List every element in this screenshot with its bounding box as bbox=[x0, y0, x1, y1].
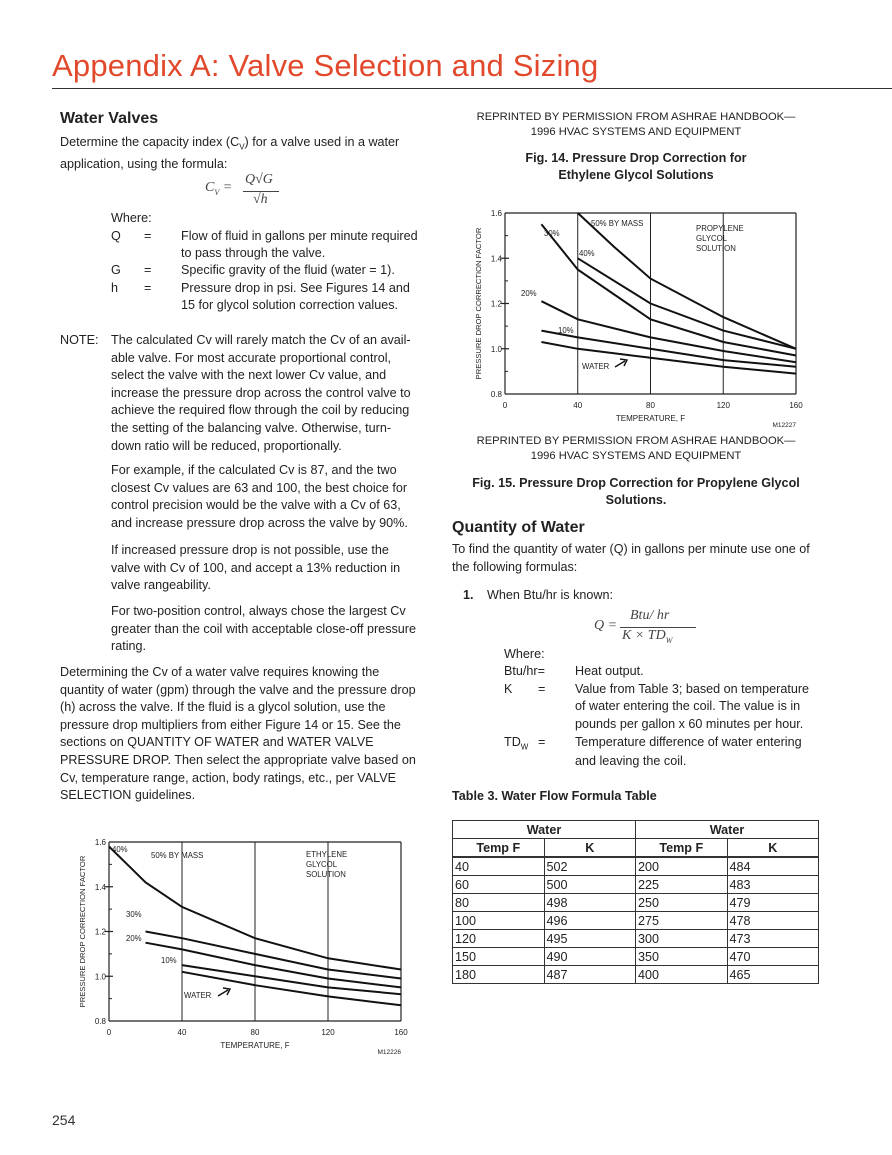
table-col-header: K bbox=[727, 839, 819, 858]
table-row bbox=[453, 857, 819, 876]
x-tick-label: 0 bbox=[106, 1028, 112, 1037]
formula-lhs: Q bbox=[594, 618, 605, 633]
note-line: valve rangeability. bbox=[111, 578, 211, 593]
water-arrow-icon bbox=[615, 359, 627, 367]
table-cell: 80 bbox=[453, 894, 545, 912]
series-label: 20% bbox=[521, 289, 537, 298]
closing-line: Cv, temperature range, action, body ratings, etc., per VALVE bbox=[60, 770, 397, 785]
table-cell: 479 bbox=[727, 894, 819, 912]
def-g-eq: = bbox=[144, 263, 152, 277]
table-col-header: Temp F bbox=[636, 839, 728, 858]
figure-code: M12227 bbox=[772, 422, 796, 429]
reprint-notice-2 bbox=[452, 434, 820, 464]
item-1-number: 1. bbox=[463, 588, 474, 602]
closing-line: quantity of water (gpm) through the valve and the pressure drop bbox=[60, 682, 416, 697]
chart-legend-line: PROPYLENE bbox=[696, 224, 744, 233]
note-line: down ratio will be reduced, proportionally. bbox=[111, 438, 342, 453]
table-row bbox=[453, 912, 819, 930]
series-label: 10% bbox=[558, 326, 574, 335]
note-line: and increase pressure drop across the valve by 90%. bbox=[111, 515, 408, 530]
note-line: increase the pressure drop across the control valve to bbox=[111, 385, 411, 400]
series-line bbox=[541, 342, 796, 374]
table-cell: 470 bbox=[727, 948, 819, 966]
chart-legend-line: SOLUTION bbox=[306, 870, 346, 879]
table-cell: 465 bbox=[727, 966, 819, 984]
def-tdw-line2: and leaving the coil. bbox=[575, 754, 687, 768]
def-h-eq: = bbox=[144, 281, 152, 295]
note-line: The calculated Cv will rarely match the Cv of an avail- bbox=[111, 333, 411, 347]
figure-code: M12226 bbox=[377, 1049, 401, 1056]
ethylene-glycol-chart bbox=[72, 832, 417, 1062]
table-row bbox=[453, 876, 819, 894]
note-line: For example, if the calculated Cv is 87, and the two bbox=[111, 463, 397, 477]
formula-denominator: √h bbox=[253, 192, 268, 207]
x-tick-label: 40 bbox=[573, 401, 583, 410]
x-tick-label: 160 bbox=[789, 401, 803, 410]
caption-line: Solutions. bbox=[605, 493, 667, 507]
series-line bbox=[541, 224, 796, 355]
reprint-notice-1 bbox=[452, 110, 820, 140]
table-cell: 60 bbox=[453, 876, 545, 894]
table-cell: 150 bbox=[453, 948, 545, 966]
note-line: achieve the required flow through the coil by reducing bbox=[111, 403, 410, 418]
series-label: 40% bbox=[579, 249, 595, 258]
closing-paragraph bbox=[60, 664, 440, 805]
chart-legend-line: ETHYLENE bbox=[306, 850, 348, 859]
y-tick-label: 1.0 bbox=[94, 972, 106, 982]
formula-numerator: Btu/ hr bbox=[630, 608, 670, 623]
cv-formula: $C_V$ = Q√G √h bbox=[205, 172, 285, 212]
x-axis-title: TEMPERATURE, F bbox=[615, 414, 686, 423]
y-tick-label: 1.4 bbox=[490, 254, 502, 264]
note-line: the setting of the balancing valve. Otherwise, turn- bbox=[111, 420, 392, 435]
table-cell: 180 bbox=[453, 966, 545, 984]
def-q-line1: Flow of fluid in gallons per minute required bbox=[181, 229, 418, 243]
x-tick-label: 40 bbox=[177, 1028, 187, 1037]
table-row bbox=[453, 948, 819, 966]
series-label: 30% bbox=[544, 229, 560, 238]
table-cell: 225 bbox=[636, 876, 728, 894]
y-tick-label: 1.4 bbox=[94, 882, 106, 892]
note-line: For two-position control, always chose the largest Cv bbox=[111, 604, 406, 618]
def-q-line2: to pass through the valve. bbox=[181, 246, 326, 260]
table-cell: 498 bbox=[544, 894, 636, 912]
reprint-line: REPRINTED BY PERMISSION FROM ASHRAE HANDBOOK— bbox=[476, 111, 796, 123]
x-tick-label: 80 bbox=[646, 401, 655, 410]
table-cell: 120 bbox=[453, 930, 545, 948]
x-tick-label: 0 bbox=[502, 401, 508, 410]
closing-line: sections on QUANTITY OF WATER and WATER VALVE bbox=[60, 735, 374, 750]
closing-line: SELECTION guidelines. bbox=[60, 788, 196, 803]
fig14-caption bbox=[452, 150, 820, 184]
intro-text: Determine the capacity index (C bbox=[60, 135, 240, 149]
note-label: NOTE: bbox=[60, 333, 99, 347]
water-valves-heading: Water Valves bbox=[60, 110, 159, 127]
closing-line: pressure drop multipliers from either Figure 14 or 15. See the bbox=[60, 717, 401, 732]
formula-numerator: Q√G bbox=[245, 172, 273, 187]
y-tick-label: 1.6 bbox=[490, 209, 502, 218]
def-tdw-symbol: $TD_W$ bbox=[504, 735, 529, 752]
table-cell: 350 bbox=[636, 948, 728, 966]
table-cell: 40 bbox=[453, 857, 545, 876]
note-line: If increased pressure drop is not possible, use the bbox=[111, 543, 389, 557]
y-axis-title: PRESSURE DROP CORRECTION FACTOR bbox=[474, 227, 483, 380]
formula-den-sub: W bbox=[665, 635, 673, 645]
table-cell: 275 bbox=[636, 912, 728, 930]
def-h-line1: Pressure drop in psi. See Figures 14 and bbox=[181, 281, 410, 295]
intro-text-3: application, using the formula: bbox=[60, 157, 228, 172]
y-tick-label: 1.0 bbox=[490, 344, 502, 354]
y-tick-label: 0.8 bbox=[490, 390, 502, 399]
table-cell: 483 bbox=[727, 876, 819, 894]
def-tdw-eq: = bbox=[538, 735, 546, 749]
chart-legend-line: GLYCOL bbox=[696, 234, 728, 243]
series-label: 30% bbox=[126, 910, 142, 919]
fig15-caption bbox=[452, 475, 820, 509]
y-tick-label: 1.2 bbox=[490, 299, 502, 309]
caption-line: Ethylene Glycol Solutions bbox=[558, 168, 714, 182]
def-g-symbol: G bbox=[111, 263, 121, 277]
def-g-line1: Specific gravity of the fluid (water = 1). bbox=[181, 263, 395, 277]
closing-line: (h) across the valve. If the fluid is a glycol solution, use the bbox=[60, 700, 386, 715]
page-title: Appendix A: Valve Selection and Sizing bbox=[52, 48, 599, 83]
table-cell: 250 bbox=[636, 894, 728, 912]
note-paragraph-3 bbox=[111, 542, 431, 595]
table-cell: 496 bbox=[544, 912, 636, 930]
water-valves-intro bbox=[60, 134, 440, 174]
note-line: able valve. For most accurate proportional control, bbox=[111, 350, 391, 365]
table-cell: 502 bbox=[544, 857, 636, 876]
table-cell: 490 bbox=[544, 948, 636, 966]
table-group-header: Water bbox=[453, 821, 636, 839]
series-line bbox=[182, 972, 401, 1006]
reprint-line: REPRINTED BY PERMISSION FROM ASHRAE HANDBOOK— bbox=[476, 435, 796, 447]
def-btu-symbol: Btu/hr= bbox=[504, 664, 545, 678]
caption-line: Fig. 15. Pressure Drop Correction for Propylene Glycol bbox=[472, 476, 800, 490]
y-tick-label: 1.2 bbox=[94, 927, 106, 937]
quantity-of-water-heading: Quantity of Water bbox=[452, 519, 585, 536]
closing-line: Determining the Cv of a water valve requires knowing the bbox=[60, 665, 380, 679]
table-header-row bbox=[453, 839, 819, 858]
water-arrow-icon bbox=[218, 988, 230, 996]
series-label: WATER bbox=[582, 362, 610, 371]
closing-line: PRESSURE DROP. Then select the appropriate valve based on bbox=[60, 752, 416, 767]
note-line: closest Cv values are 63 and 100, the best choice for bbox=[111, 480, 408, 495]
note-line: control precision would be the valve with a Cv of 63, bbox=[111, 498, 401, 513]
reprint-line: 1996 HVAC SYSTEMS AND EQUIPMENT bbox=[530, 450, 742, 462]
note-line: select the valve with the next lower Cv value, and bbox=[111, 368, 387, 383]
q-formula: Q = Btu/ hr $K \times TD_W$ bbox=[594, 608, 704, 652]
series-label: WATER bbox=[184, 991, 212, 1000]
table-cell: 487 bbox=[544, 966, 636, 984]
y-tick-label: 0.8 bbox=[94, 1017, 106, 1026]
def-tdw-line1: Temperature difference of water entering bbox=[575, 735, 802, 749]
table-cell: 200 bbox=[636, 857, 728, 876]
note-line: greater than the coil with acceptable close-off pressure bbox=[111, 621, 416, 636]
x-tick-label: 80 bbox=[250, 1028, 260, 1037]
formula-lhs-sub: V bbox=[214, 187, 220, 197]
note-paragraph-2 bbox=[111, 462, 431, 532]
table-cell: 478 bbox=[727, 912, 819, 930]
reprint-line: 1996 HVAC SYSTEMS AND EQUIPMENT bbox=[530, 126, 742, 138]
qty-intro-line: the following formulas: bbox=[452, 559, 578, 574]
x-tick-label: 120 bbox=[321, 1028, 335, 1037]
def-btu-line1: Heat output. bbox=[575, 664, 644, 678]
page-number: 254 bbox=[52, 1112, 76, 1128]
table-cell: 484 bbox=[727, 857, 819, 876]
chart-legend-line: SOLUTION bbox=[696, 244, 736, 253]
chart-legend-line: GLYCOL bbox=[306, 860, 338, 869]
def-k-eq: = bbox=[538, 682, 546, 696]
table-cell: 300 bbox=[636, 930, 728, 948]
title-divider bbox=[52, 88, 892, 89]
intro-sub: V bbox=[239, 142, 245, 152]
def-k-line2: of water entering the coil. The value is in bbox=[575, 699, 801, 713]
table-col-header: Temp F bbox=[453, 839, 545, 858]
table-row bbox=[453, 894, 819, 912]
table-row bbox=[453, 930, 819, 948]
note-paragraph-1 bbox=[111, 332, 431, 455]
def-h-symbol: h bbox=[111, 281, 119, 295]
table-cell: 500 bbox=[544, 876, 636, 894]
qty-intro-line: To find the quantity of water (Q) in gallons per minute use one of bbox=[452, 542, 810, 556]
formula-lhs: C bbox=[205, 180, 215, 195]
x-axis-title: TEMPERATURE, F bbox=[220, 1041, 290, 1050]
x-tick-label: 160 bbox=[394, 1028, 408, 1037]
table-cell: 400 bbox=[636, 966, 728, 984]
note-line: rating. bbox=[111, 639, 147, 654]
table-group-header-row bbox=[453, 821, 819, 839]
quantity-intro bbox=[452, 541, 832, 576]
def-k-line1: Value from Table 3; based on temperature bbox=[575, 682, 810, 696]
series-label: 20% bbox=[126, 934, 142, 943]
table-row bbox=[453, 966, 819, 984]
y-tick-label: 1.6 bbox=[94, 838, 106, 847]
note-paragraph-4 bbox=[111, 603, 431, 656]
formula-denominator: K × TD bbox=[622, 628, 666, 643]
x-tick-label: 120 bbox=[716, 401, 730, 410]
table-title: Table 3. Water Flow Formula Table bbox=[452, 789, 657, 803]
def-h-line2: 15 for glycol solution correction values. bbox=[181, 298, 399, 312]
where-label: Where: bbox=[111, 211, 152, 225]
y-axis-title: PRESSURE DROP CORRECTION FACTOR bbox=[78, 855, 87, 1008]
series-label: 10% bbox=[161, 956, 177, 965]
def-q-eq: = bbox=[144, 229, 152, 243]
def-k-line3: pounds per gallon x 60 minutes per hour. bbox=[575, 717, 804, 731]
series-label: 40% bbox=[112, 845, 128, 854]
intro-text-2: ) for a valve used in a water bbox=[244, 135, 400, 149]
note-line: valve with Cv of 100, and accept a 13% reduction in bbox=[111, 560, 401, 575]
table-cell: 100 bbox=[453, 912, 545, 930]
propylene-glycol-chart bbox=[462, 204, 812, 432]
series-label: 50% BY MASS bbox=[591, 219, 644, 228]
item-1-text: When Btu/hr is known: bbox=[487, 588, 613, 602]
table-col-header: K bbox=[544, 839, 636, 858]
where-label-2: Where: bbox=[504, 647, 545, 661]
caption-line: Fig. 14. Pressure Drop Correction for bbox=[525, 151, 747, 165]
table-cell: 473 bbox=[727, 930, 819, 948]
series-label: 50% BY MASS bbox=[151, 851, 204, 860]
def-q-symbol: Q bbox=[111, 229, 121, 243]
table-group-header: Water bbox=[636, 821, 819, 839]
table-cell: 495 bbox=[544, 930, 636, 948]
water-flow-table bbox=[452, 820, 819, 984]
def-k-symbol: K bbox=[504, 682, 513, 696]
